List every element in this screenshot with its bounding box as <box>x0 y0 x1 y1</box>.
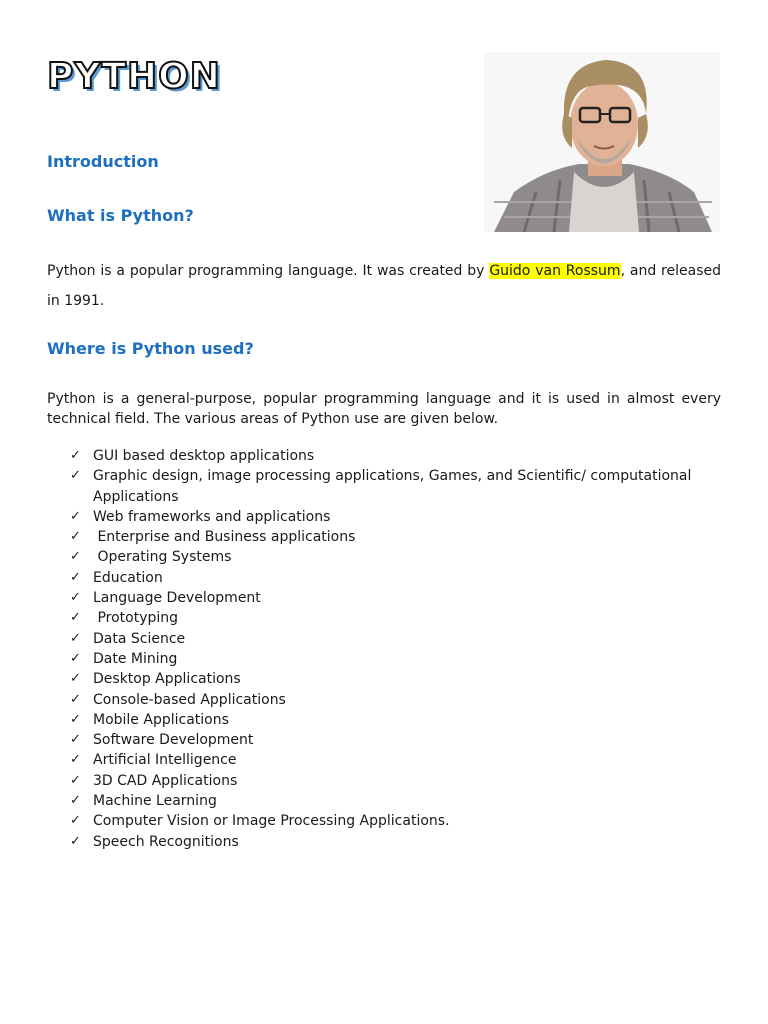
introduction-heading: Introduction <box>47 152 159 171</box>
check-icon: ✓ <box>70 752 81 768</box>
check-icon: ✓ <box>70 833 81 849</box>
list-item <box>70 771 710 791</box>
list-item-text: Machine Learning <box>93 793 217 810</box>
list-item-text: Graphic design, image processing applications, Games, and Scientific/ computational Applications <box>93 468 696 505</box>
portrait-photo <box>484 52 720 232</box>
list-item <box>70 710 710 730</box>
check-icon: ✓ <box>70 691 81 707</box>
check-icon: ✓ <box>70 813 81 829</box>
list-item-text: Education <box>93 569 163 586</box>
list-item-text: Computer Vision or Image Processing Applications. <box>93 813 450 830</box>
list-item <box>70 547 710 567</box>
list-item <box>70 507 710 527</box>
check-icon: ✓ <box>70 610 81 626</box>
check-icon: ✓ <box>70 732 81 748</box>
list-item-text: Console-based Applications <box>93 691 286 708</box>
check-icon: ✓ <box>70 793 81 809</box>
list-item-text: Language Development <box>93 590 261 607</box>
paragraph-text: , and released in 1991. <box>47 263 721 309</box>
list-item <box>70 527 710 547</box>
check-icon: ✓ <box>70 468 81 484</box>
check-icon: ✓ <box>70 569 81 585</box>
list-item <box>70 466 710 507</box>
what-is-python-heading: What is Python? <box>47 206 194 225</box>
uses-list <box>70 446 710 852</box>
list-item <box>70 750 710 770</box>
where-is-python-used-paragraph: Python is a general-purpose, popular programming language and it is used in almost every technical field. The various areas of Python use are given below. <box>47 391 721 427</box>
check-icon: ✓ <box>70 549 81 565</box>
list-item-text: Date Mining <box>93 650 178 667</box>
check-icon: ✓ <box>70 671 81 687</box>
list-item <box>70 832 710 852</box>
check-icon: ✓ <box>70 508 81 524</box>
check-icon: ✓ <box>70 529 81 545</box>
list-item <box>70 446 710 466</box>
list-item-text: Enterprise and Business applications <box>93 529 356 546</box>
highlighted-name: Guido van Rossum <box>489 263 621 279</box>
list-item <box>70 791 710 811</box>
list-item-text: Speech Recognitions <box>93 833 239 850</box>
list-item-text: Mobile Applications <box>93 711 229 728</box>
list-item <box>70 690 710 710</box>
check-icon: ✓ <box>70 448 81 463</box>
list-item-text: GUI based desktop applications <box>93 448 315 464</box>
list-item <box>70 649 710 669</box>
what-is-python-paragraph <box>47 256 721 316</box>
where-is-python-used-heading: Where is Python used? <box>47 339 254 358</box>
list-item <box>70 568 710 588</box>
list-item-text: Artificial Intelligence <box>93 752 237 769</box>
list-item-text: 3D CAD Applications <box>93 772 238 789</box>
paragraph-text: Python is a popular programming language. It was created by <box>47 263 490 279</box>
list-item-text: Data Science <box>93 630 186 647</box>
list-item <box>70 588 710 608</box>
list-item <box>70 629 710 649</box>
check-icon: ✓ <box>70 590 81 606</box>
list-item <box>70 811 710 831</box>
list-item-text: Prototyping <box>93 610 179 627</box>
list-item-text: Web frameworks and applications <box>93 508 331 525</box>
portrait-illustration <box>484 52 720 232</box>
document-title: PYTHON <box>47 56 221 97</box>
check-icon: ✓ <box>70 711 81 727</box>
list-item <box>70 608 710 628</box>
list-item <box>70 669 710 689</box>
list-item-text: Operating Systems <box>93 549 232 566</box>
list-item-text: Software Development <box>93 732 254 749</box>
list-item <box>70 730 710 750</box>
list-item-text: Desktop Applications <box>93 671 241 688</box>
check-icon: ✓ <box>70 630 81 646</box>
check-icon: ✓ <box>70 650 81 666</box>
check-icon: ✓ <box>70 772 81 788</box>
